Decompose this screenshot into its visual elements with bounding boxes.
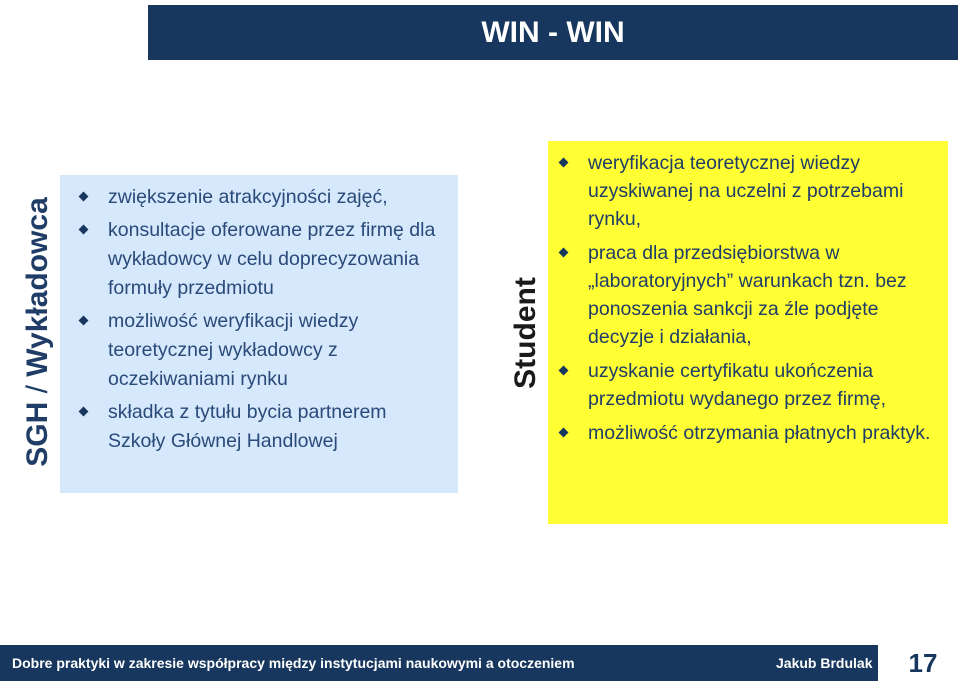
list-item: składka z tytułu bycia partnerem Szkoły Głównej Handlowej [78, 398, 448, 456]
diamond-bullet-icon [559, 158, 569, 168]
slide-title-bar [148, 5, 958, 60]
right-benefits-panel [548, 141, 948, 524]
side-label-wykladowca: Wykładowca [21, 197, 54, 377]
list-item: możliwość otrzymania płatnych praktyk. [558, 419, 940, 447]
side-label-sgh-wykladowca [21, 197, 55, 467]
diamond-bullet-icon [79, 316, 89, 326]
diamond-bullet-icon [79, 225, 89, 235]
diamond-bullet-icon [559, 248, 569, 258]
diamond-bullet-icon [559, 366, 569, 376]
footer-title: Dobre praktyki w zakresie współpracy między instytucjami naukowymi a otoczeniem [12, 655, 575, 671]
slide-title: WIN - WIN [481, 15, 625, 49]
footer-author: Jakub Brdulak [776, 655, 873, 671]
left-benefits-list [78, 183, 448, 456]
list-item: zwiększenie atrakcyjności zajęć, [78, 183, 448, 212]
list-item: uzyskanie certyfikatu ukończenia przedmiotu wydanego przez firmę, [558, 357, 940, 413]
list-item: praca dla przedsiębiorstwa w „laboratoryjnych” warunkach tzn. bez ponoszenia sankcji za źle podjęte decyzje i działania, [558, 239, 940, 351]
diamond-bullet-icon [79, 407, 89, 417]
footer-bar [0, 645, 878, 681]
footer [0, 645, 960, 681]
diamond-bullet-icon [559, 428, 569, 438]
diamond-bullet-icon [79, 192, 89, 202]
right-benefits-list [558, 149, 940, 447]
list-item: możliwość weryfikacji wiedzy teoretycznej wykładowcy z oczekiwaniami rynku [78, 307, 448, 394]
side-label-sgh: SGH [21, 401, 54, 467]
side-label-student: Student [509, 277, 542, 389]
page-number: 17 [908, 648, 938, 678]
side-label-separator: / [21, 376, 54, 402]
list-item: weryfikacja teoretycznej wiedzy uzyskiwanej na uczelni z potrzebami rynku, [558, 149, 940, 233]
list-item: konsultacje oferowane przez firmę dla wykładowcy w celu doprecyzowania formuły przedmiotu [78, 216, 448, 303]
left-benefits-panel [60, 175, 458, 493]
